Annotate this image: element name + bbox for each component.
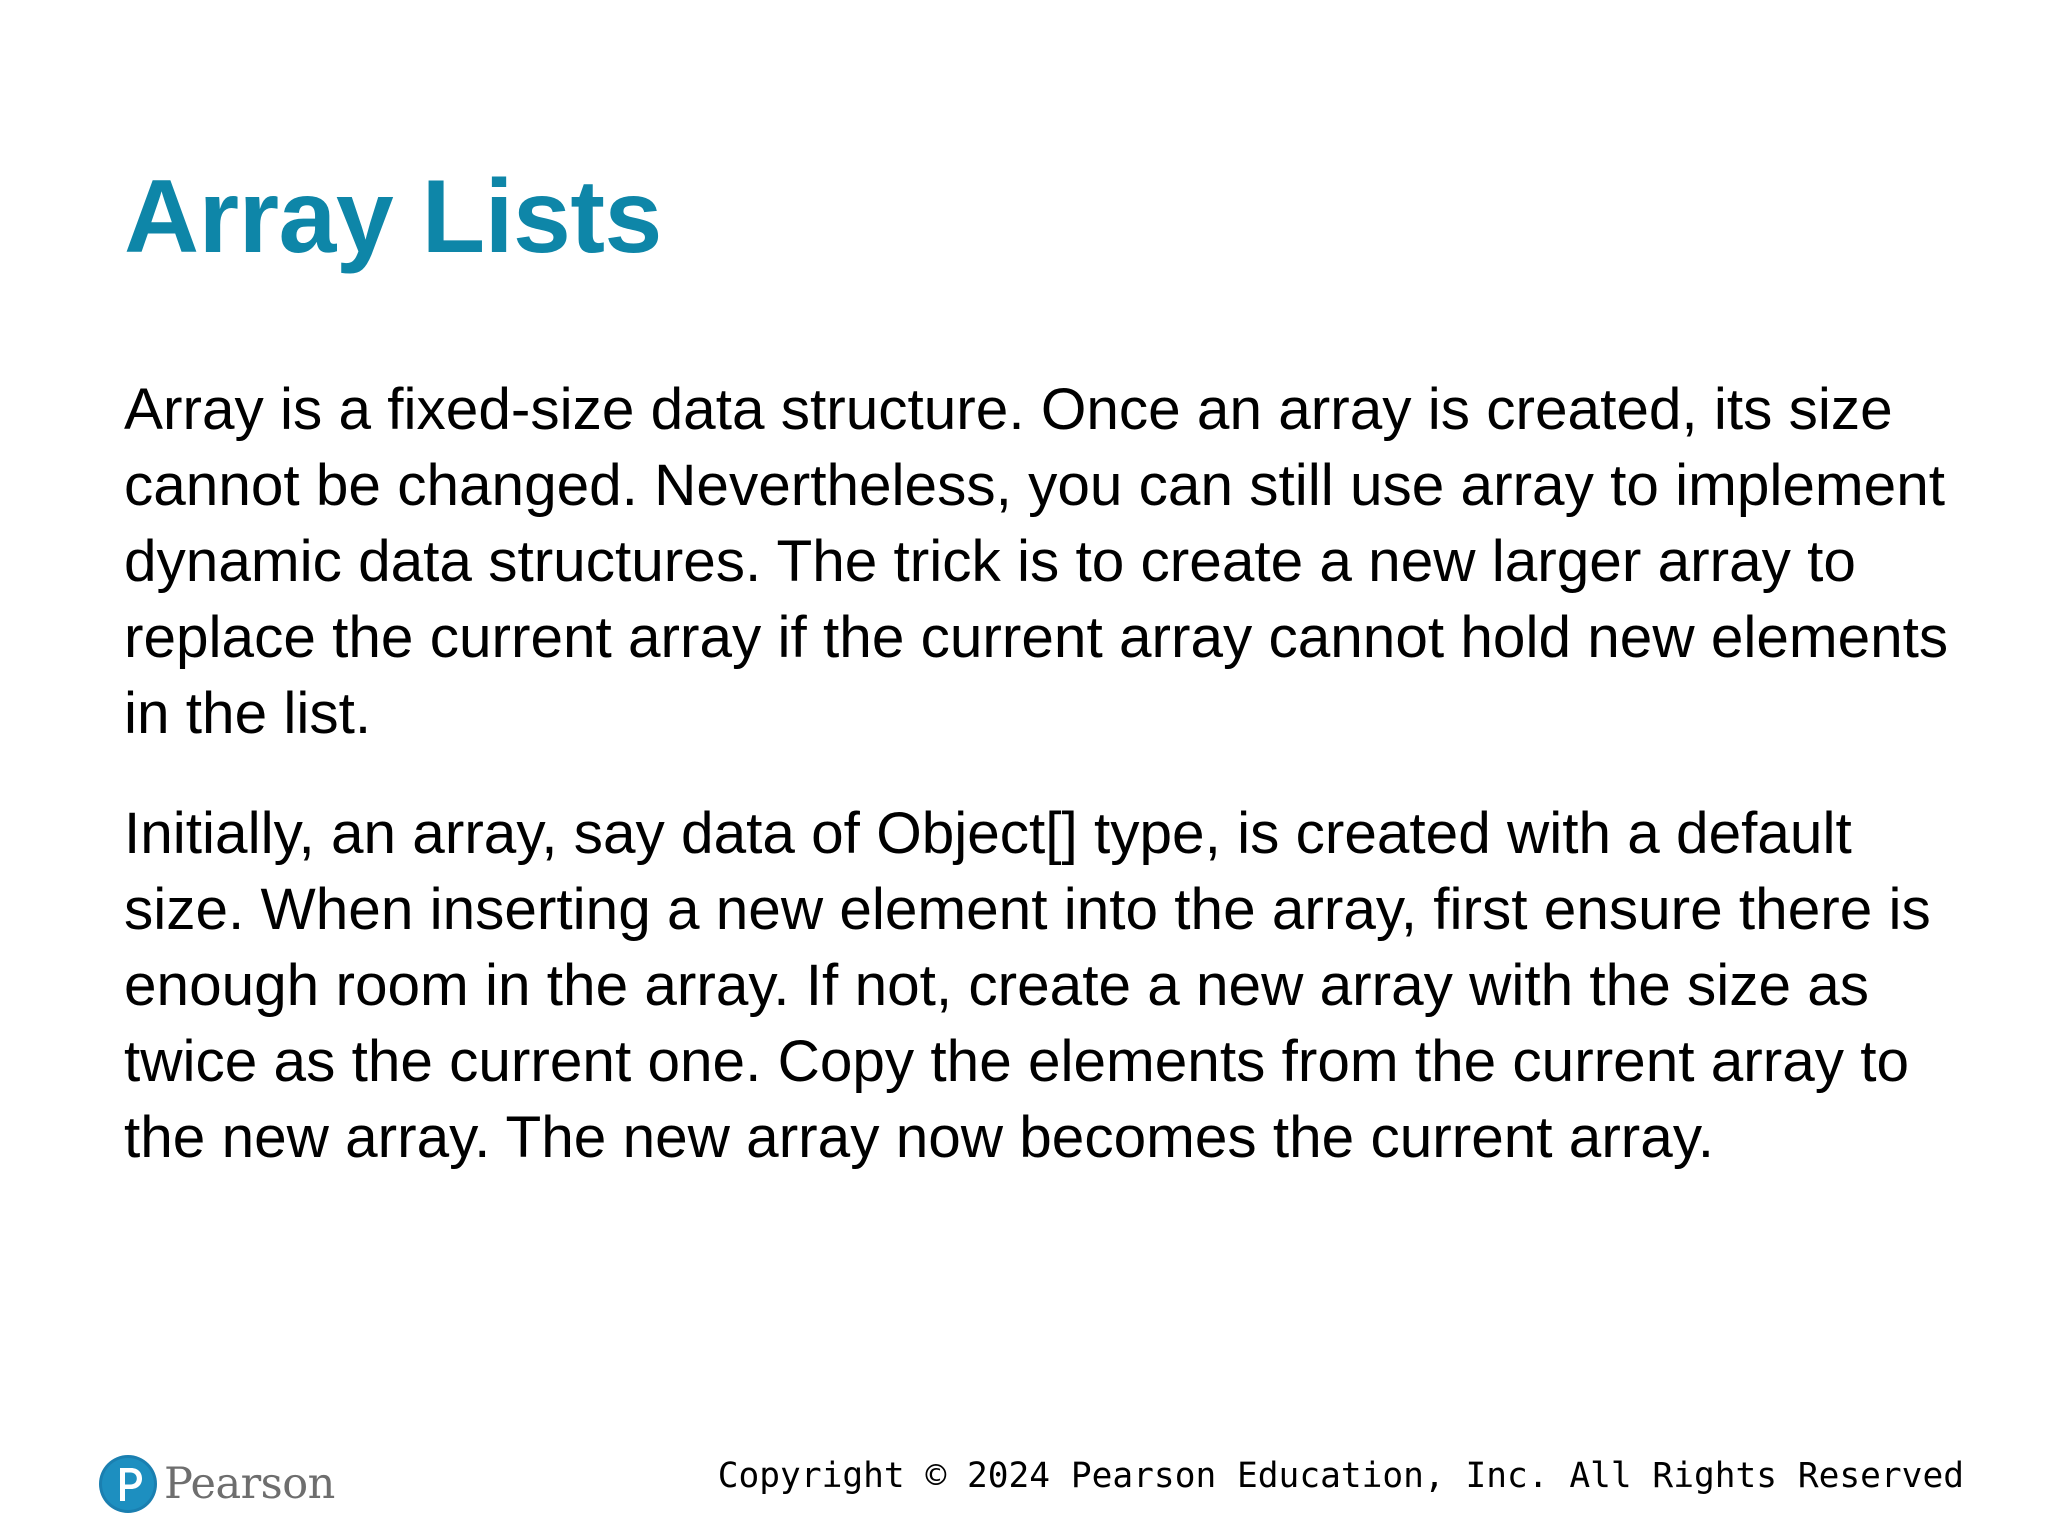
slide-title: Array Lists bbox=[124, 159, 662, 275]
pearson-wordmark: Pearson bbox=[164, 1459, 335, 1509]
slide-body bbox=[124, 372, 1964, 1176]
body-paragraph-2: Initially, an array, say data of Object[] type, is created with a default size. When inserting a new element into the array, first ensure there is enough room in the array. If not, create a new array with the size as twice as the current one. Copy the elements from the current array to the new array. The new array now becomes the current array. bbox=[124, 801, 1931, 1170]
copyright-notice: Copyright © 2024 Pearson Education, Inc. All Rights Reserved bbox=[717, 1456, 1964, 1496]
pearson-p-icon bbox=[98, 1454, 158, 1514]
pearson-logo bbox=[98, 1446, 335, 1522]
body-paragraph-1: Array is a fixed-size data structure. Once an array is created, its size cannot be changed. Nevertheless, you can still use array to implement dynamic data structures. The trick is to create a new larger array to replace the current array if the current array cannot hold new elements in the list. bbox=[124, 377, 1949, 746]
